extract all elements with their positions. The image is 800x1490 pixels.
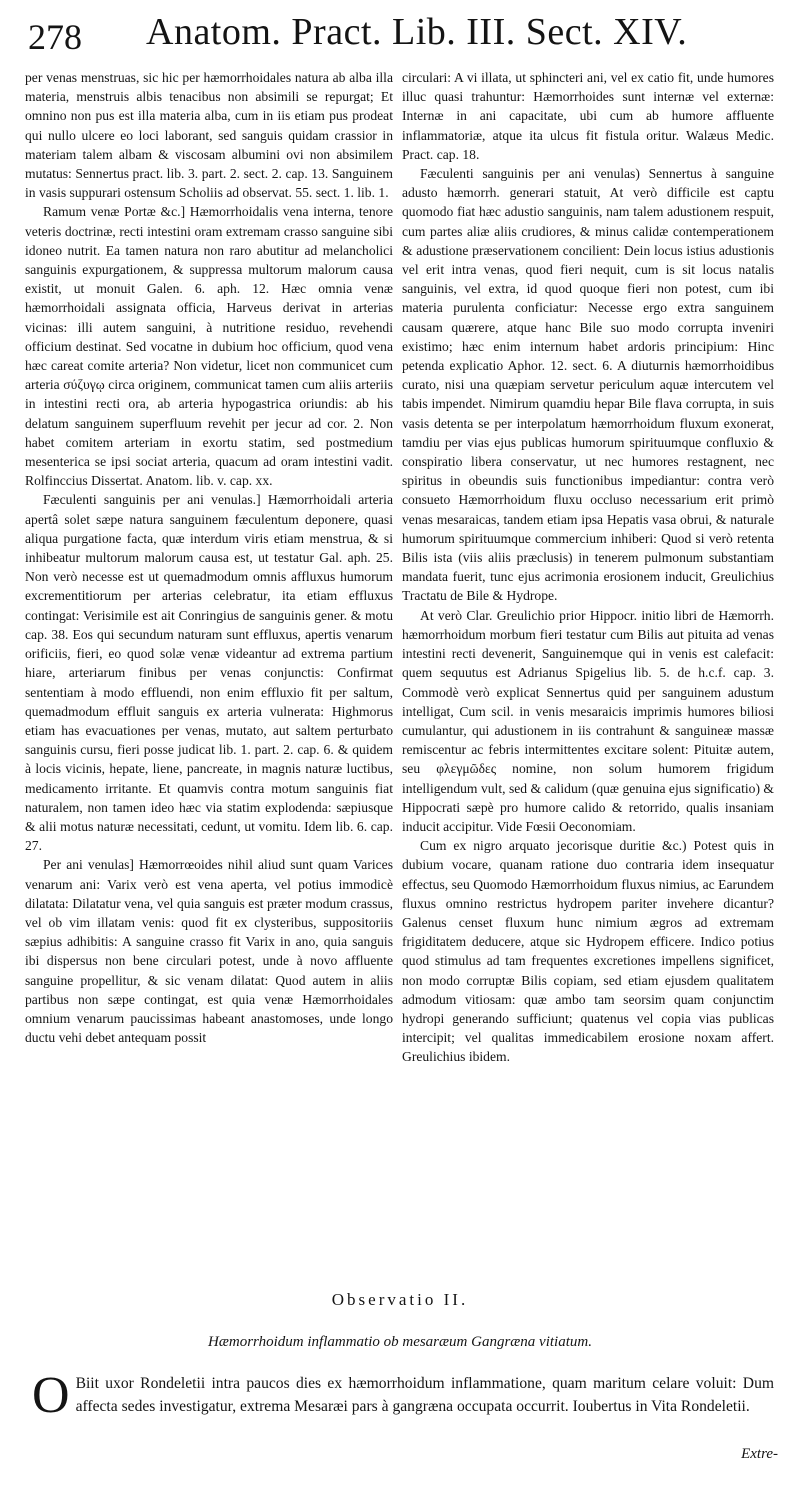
- paragraph: circulari: A vi illata, ut sphincteri ani, vel ex catio fit, unde humores illuc quasi trahuntur: Hæmorrhoides sunt internæ vel externæ: Internæ in ani capacitate, ubi cum ab humore affluente inflammatoriæ, atque ita ulcus fit fistula oritur. Walæus Medic. Pract. cap. 18.: [402, 70, 774, 162]
- left-column: [25, 68, 393, 1047]
- observation-text: Biit uxor Rondeletii intra paucos dies ex hæmorrhoidum inflammatione, quam maritum celare voluit: Dum affecta sedes investigatur, extrema Mesaræi pars à gangræna occupata occurrit. Ioubertus in Vita Rondeletii.: [75, 1375, 774, 1415]
- right-column: [402, 68, 774, 1067]
- observation-title: Hæmorrhoidum inflammatio ob mesaræum Gangræna vitiatum.: [208, 1334, 592, 1350]
- paragraph: per venas menstruas, sic hic per hæmorrhoidales natura ab alba illa materia, menstruis albis tenacibus non absimili se repurgat; Et omnino non pus est illa materia alba, cum in iis etiam pus prodeat qui nullo ulcere eo loci laborant, sed sanguis quidam crassior in materiam talem albam & viscosam albumini ovi non absimilem mutatus: Sennertus pract. lib. 3. part. 2. sect. 2. cap. 13. Sanguinem in vasis suppurari ostensum Scholiis ad observat. 55. sect. 1. lib. 1.: [25, 70, 393, 201]
- paragraph: Fæculenti sanguinis per ani venulas.] Hæmorrhoidali arteria apertâ solet sæpe natura sanguinem fæculentum deponere, quasi aliqua purgatione facta, quæ interdum viris etiam menstrua, & si inhibeatur multorum malorum causa est, ut testatur Gal. aph. 25. Non verò necesse est ut quemadmodum omnis affluxus humorum excrementitiorum per arterias celebratur, ita etiam effluxus contingat: Verisimile est ait Conringius de sanguinis gener. & motu cap. 38. Eos qui secundum naturam sunt effluxus, apertis venarum orificiis, fieri, eo quod solæ venæ videantur ad extrema partium hiare, arteriarum finibus per venas conjunctis: Confirmat sententiam à modo effluendi, non enim effluxio fit per saltum, quemadmodum effluit sanguis ex arteria vulnerata: Highmorus etiam has evacuationes per venas, mutato, aut saltem perturbato sanguinis cursu, fieri posse judicat lib. 1. part. 2. cap. 6. & quidem à locis vicinis, hepate, liene, pancreate, in magnis naturæ luctibus, medicamento irritante. Et quamvis contra motum sanguinis fiat naturalem, non tamen ideo hæc via statim explodenda: sæpiusque & alii motus naturæ necessitati, cedunt, ut vomitu. Idem lib. 6. cap. 27.: [25, 492, 393, 854]
- observation-heading: Observatio II.: [331, 1290, 469, 1309]
- page-header: [28, 10, 773, 64]
- paragraph: Per ani venulas] Hæmorrœoides nihil aliud sunt quam Varices venarum ani: Varix verò est vena aperta, vel potius immodicè dilatata: Dilatatur vena, vel quia sanguis est præter modum crassus, vel ob vim illatam venis: quod fit ex clysteribus, suppositoriis sæpius adhibitis: A sanguine crasso fit Varix in ano, quia sanguis ibi dispersus non bene circulari potest, unde à novo affluente sanguine propellitur, & sic venam dilatat: Quod autem in aliis partibus non sæpe contingat, est quia venæ Hæmorrhoidales omnium venarum paucissimas habeant anastomoses, unde longo ductu vehi debet antequam possit: [25, 857, 393, 1046]
- catchword: Extre-: [741, 1446, 778, 1462]
- running-title: Anatom. Pract. Lib. III. Sect. XIV.: [146, 11, 688, 53]
- drop-cap: O: [32, 1367, 70, 1424]
- paragraph: At verò Clar. Greulichio prior Hippocr. initio libri de Hæmorrh. hæmorrhoidum morbum fieri testatur cum Bilis aut pituita ad venas intestini recti devenerit, Sanguinemque qui in venis est calefacit: quem sequutus est Adrianus Spigelius lib. 5. de h.c.f. cap. 3. Commodè verò explicat Sennertus quid per sanguinem adustum intelligat, Cum scil. in venis mesaraicis imprimis humores biliosi cumulantur, qui adustionem in iis contrahunt & sanguineæ massæ remiscentur ac febris intermittentes excitare solent: Pituitæ autem, seu φλεγμῶδες nomine, non solum humorem frigidum intelligendum vult, sed & calidum (quæ genuina ejus significatio) & Hippocrati sæpè pro humore calido & retorrido, qualis insaniam inducit accipitur. Vide Fœsii Oeconomiam.: [402, 607, 774, 834]
- page-number: 278: [28, 17, 82, 57]
- paragraph: Cum ex nigro arquato jecorisque duritie &c.) Potest quis in dubium vocare, quanam ratione duo contraria idem insequatur effectus, seu Quomodo Hæmorrhoidum fluxus nimius, ac Earundem fluxus omnino restrictus hydropem pariter invehere dicantur? Galenus censet fluxum hunc nimium ægros ad extremam frigiditatem deducere, atque sic Hydropem efficere. Indico potius quod stimulus ad tam frequentes excretiones impellens significet, non modo corruptæ Bilis copiam, sed etiam ejusdem qualitatem admodum vitiosam: quæ ambo tam seorsim quam conjunctim hydropi generando sufficiunt; quatenus vel copia vias publicas intercipit; vel qualitas immedicabilem erosione noxam affert. Greulichius ibidem.: [402, 838, 774, 1065]
- observation-body: [32, 1367, 774, 1424]
- paragraph: Fæculenti sanguinis per ani venulas) Sennertus à sanguine adusto hæmorrh. generari statuit, At verò difficile est captu quomodo fiat hæc adustio sanguinis, nam talem adustionem respuit, cum partes aliæ aliis crudiores, & minus calidæ contemperationem & adustione præservationem concilient: Dein locus istius adustionis vel erit intra venas, quod fieri nequit, cum is sit locus natalis sanguinis, vel extra, id quod quoque fieri non potest, cum ibi materia purulenta conficiatur: Necesse ergo extra sanguinem causam quærere, atque hanc Bile suo modo corrupta inveniri existimo; hæc enim internum habet ardoris principium: Hinc petenda explicatio Aphor. 12. sect. 6. A diuturnis hæmorrhoidibus curato, nisi una quæpiam servetur periculum aquæ intercutem vel tabis impendet. Nimirum quamdiu hepar Bile flava corrupta, in suis vasis detenta se per interpolatum hæmorrhoidum fluxum exonerat, tamdiu per vias ejus publicas humorum spirituumque confluxio & conspiratio libera conservatur, ut nec humores restagnent, nec spiritus in obeundis suis functionibus impediantur: contra verò consueto Hæmorrhoidum fluxu occluso necessarium erit primò venas mesaraicas, tandem etiam ipsa Hepatis vasa obrui, & naturale humorum spirituumque commercium inhiberi: Quod si verò retenta Bilis ista (viis aliis præclusis) in tenerem pulmonum substantiam mandata fuerit, tunc ejus acrimonia erosionem inducit, Greulichius Tractatu de Bile & Hydrope.: [402, 166, 774, 604]
- paragraph: Ramum venæ Portæ &c.] Hæmorrhoidalis vena interna, tenore veteris doctrinæ, recti intestini oram extremam crasso sanguine sibi idoneo nutrit. Ea tamen natura non raro abutitur ad melancholici sanguinis expurgationem, & suppressa multorum malorum causa existit, ut monuit Galen. 6. aph. 12. Hæc omnia venæ hæmorrhoidali assignata officia, Harveus derivat in arterias vicinas: illi autem sanguini, à nutritione residuo, revehendi officium destinat. Sed vocatne in dubium hoc officium, quod vena hæc careat comite arteria? Non videtur, licet non communicet cum arteria σύζυγῳ circa originem, communicat tamen cum aliis arteriis in intestini recti ora, ab arteria hypogastrica oriundis: ab his delatum sanguinem superfluum revehit per jecur ad cor. 2. Non habet comitem arteriam in exortu statim, sed postmedium mesenterica se ipsi sociat arteria, quacum ad oram intestini vadit. Rolfinccius Dissertat. Anatom. lib. v. cap. xx.: [25, 204, 393, 489]
